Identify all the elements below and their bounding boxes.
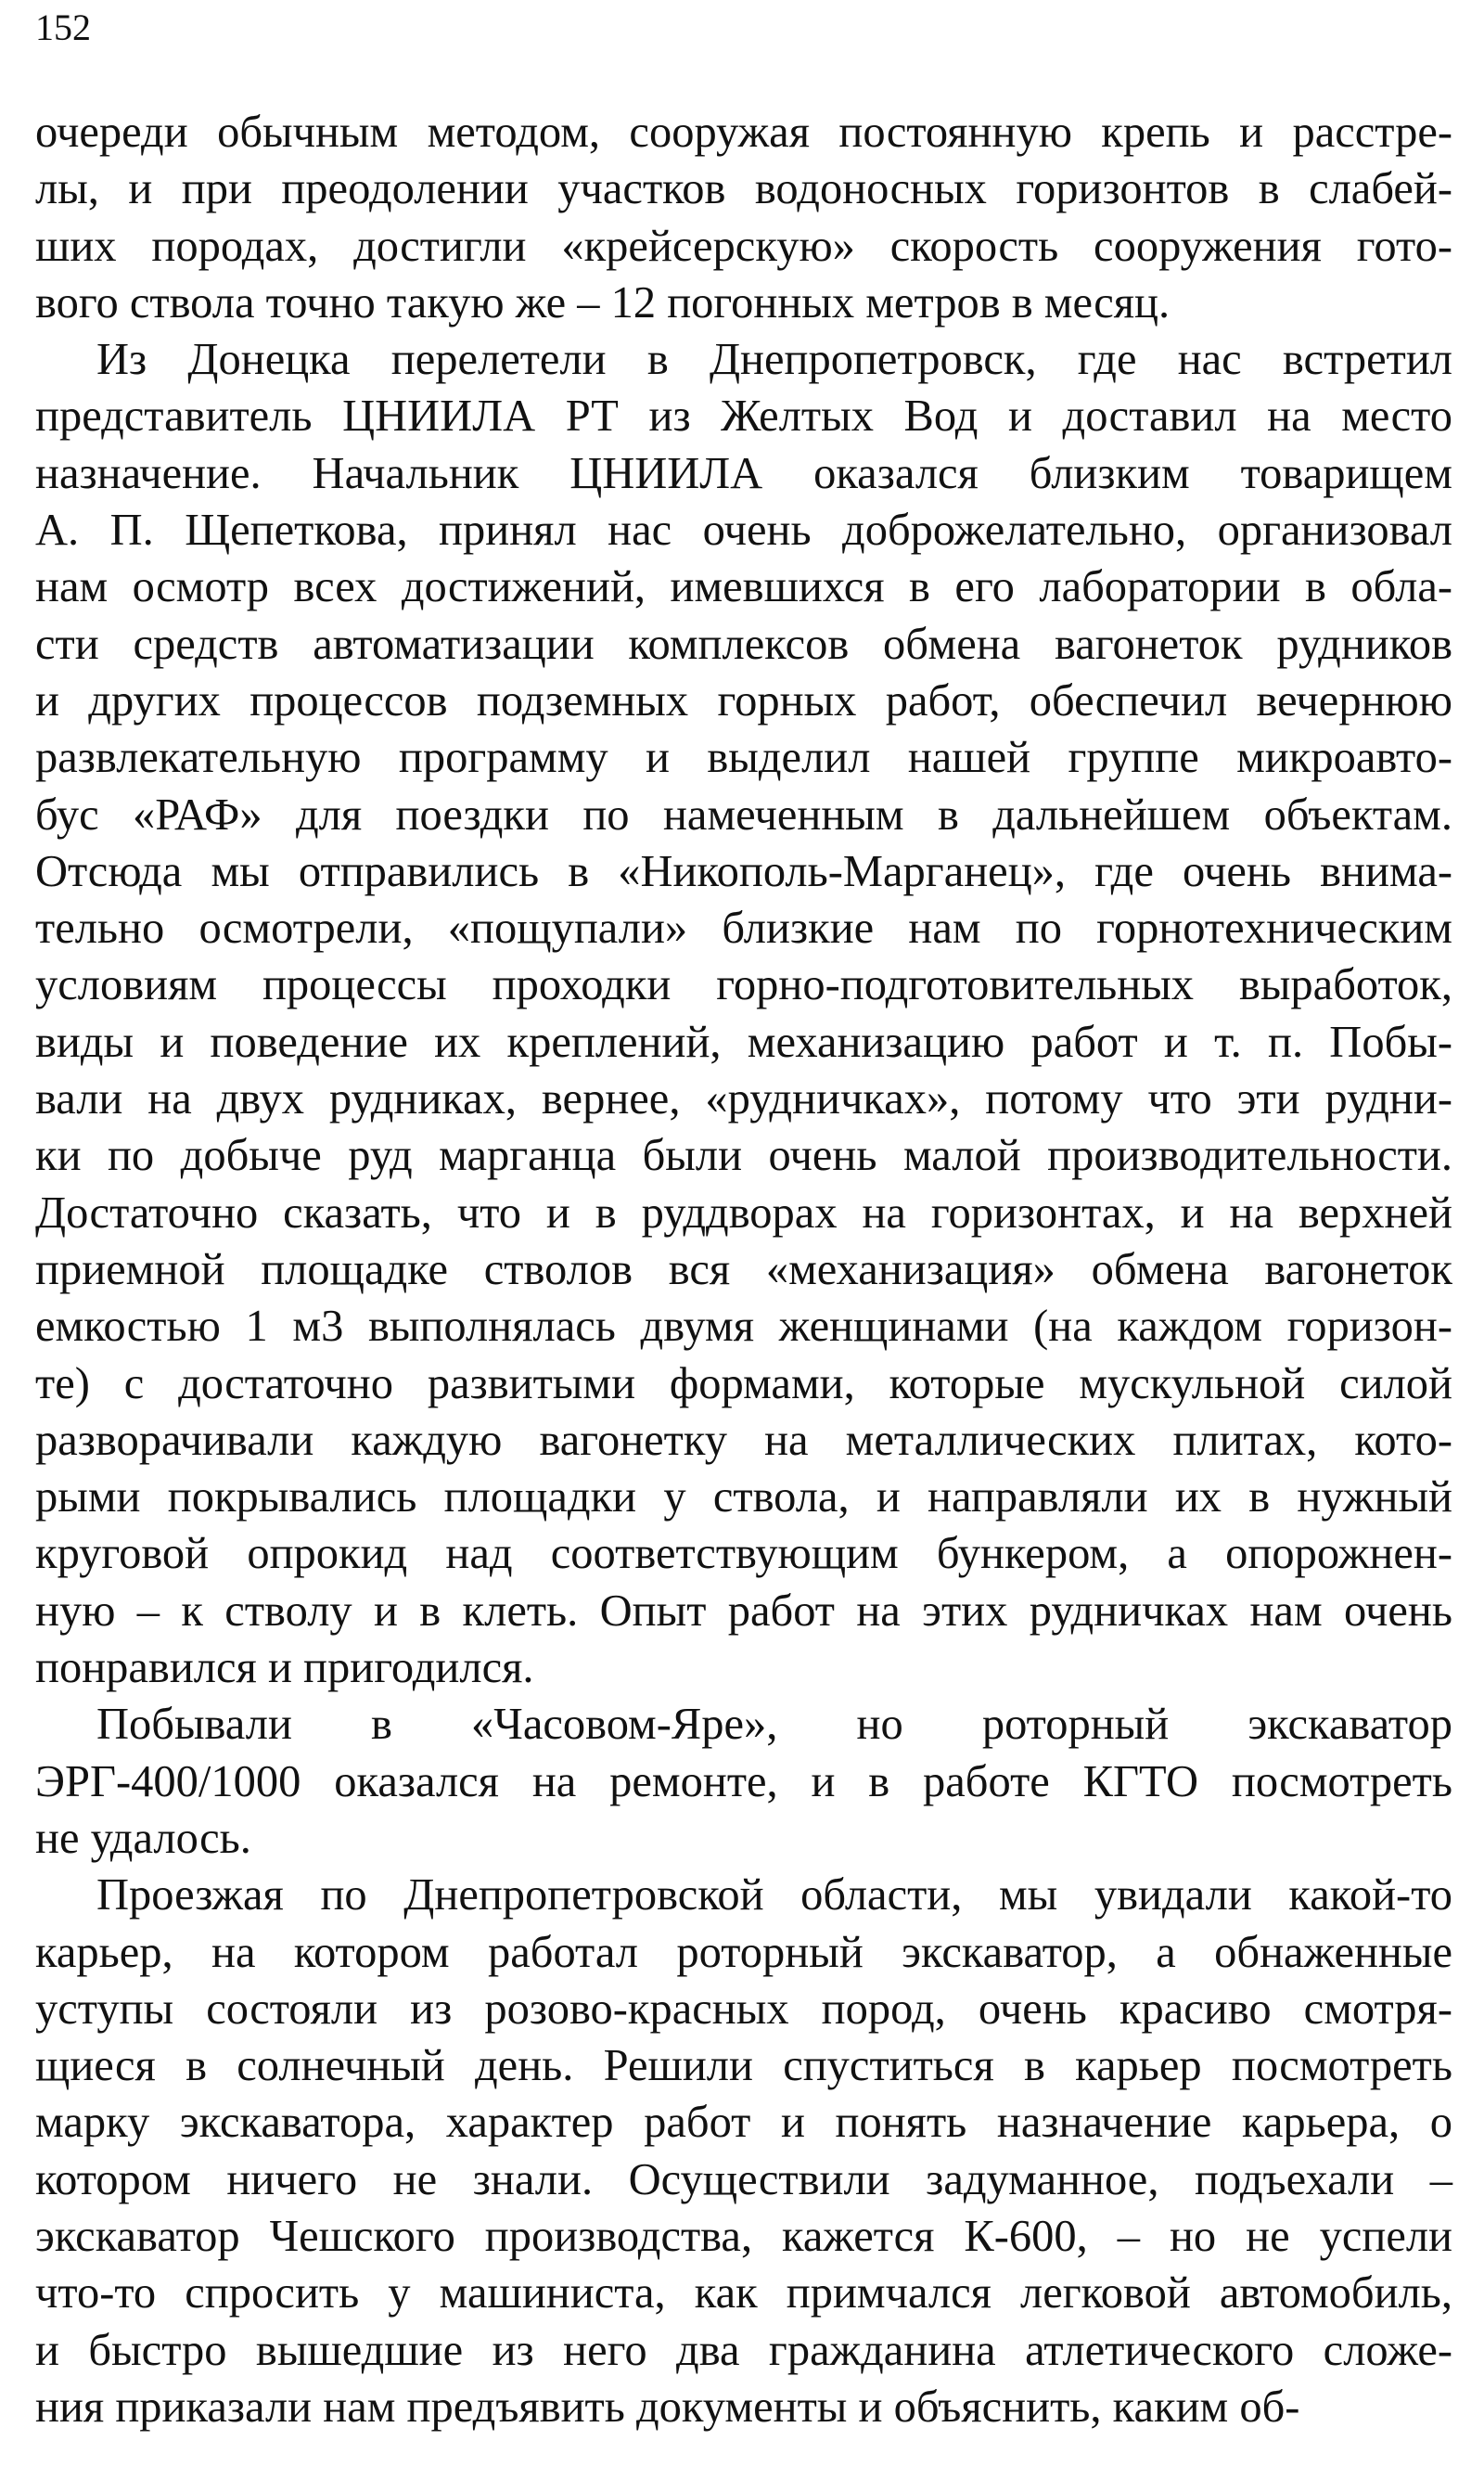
text-line: марку экскаватора, характер работ и понять назначение карьера, о	[35, 2098, 1452, 2148]
text-line: тельно осмотрели, «пощупали» близкие нам по горнотехническим	[35, 904, 1452, 954]
text-line: бус «РАФ» для поездки по намеченным в дальнейшем объектам.	[35, 790, 1452, 840]
text-line: и быстро вышедшие из него два гражданина атлетического сложе-	[35, 2325, 1452, 2375]
text-line: экскаватор Чешского производства, кажется К-600, – но не успели	[35, 2211, 1452, 2261]
page-number: 152	[35, 6, 91, 48]
text-line: Проезжая по Днепропетровской области, мы увидали какой-то	[96, 1870, 1452, 1920]
text-line: котором ничего не знали. Осуществили задуманное, подъехали –	[35, 2154, 1452, 2204]
text-line: щиеся в солнечный день. Решили спуститься в карьер посмотреть	[35, 2041, 1452, 2091]
text-line: вали на двух рудниках, вернее, «рудничках», потому что эти рудни-	[35, 1074, 1452, 1124]
text-line: ки по добыче руд марганца были очень малой производительности.	[35, 1131, 1452, 1181]
text-line: уступы состояли из розово-красных пород, очень красиво смотря-	[35, 1984, 1452, 2034]
text-line: сти средств автоматизации комплексов обмена вагонеток рудников	[35, 619, 1452, 669]
text-line: не удалось.	[35, 1813, 251, 1863]
text-line: лы, и при преодолении участков водоносных горизонтов в слабей-	[35, 164, 1452, 214]
paragraph	[35, 104, 1452, 331]
text-line: Достаточно сказать, что и в руддворах на горизонтах, и на верхней	[35, 1188, 1452, 1238]
text-line: разворачивали каждую вагонетку на металлических плитах, кото-	[35, 1415, 1452, 1465]
text-line: вого ствола точно такую же – 12 погонных метров в месяц.	[35, 277, 1171, 328]
text-line: понравился и пригодился.	[35, 1643, 534, 1693]
text-line: назначение. Начальник ЦНИИЛА оказался близким товарищем	[35, 448, 1452, 498]
text-line: ния приказали нам предъявить документы и объяснить, каким об-	[35, 2382, 1300, 2432]
text-line: те) с достаточно развитыми формами, которые мускульной силой	[35, 1358, 1452, 1408]
text-line: ЭРГ-400/1000 оказался на ремонте, и в работе КГТО посмотреть	[35, 1756, 1452, 1806]
text-line: что-то спросить у машиниста, как примчался легковой автомобиль,	[35, 2268, 1452, 2318]
text-line: рыми покрывались площадки у ствола, и направляли их в нужный	[35, 1472, 1452, 1522]
text-line: представитель ЦНИИЛА РТ из Желтых Вод и доставил на место	[35, 392, 1452, 442]
text-line: очереди обычным методом, сооружая постоянную крепь и расстре-	[35, 108, 1452, 157]
text-line: виды и поведение их креплений, механизацию работ и т. п. Побы-	[35, 1017, 1452, 1067]
text-line: развлекательную программу и выделил нашей группе микроавто-	[35, 733, 1452, 783]
text-line: Побывали в «Часовом-Яре», но роторный экскаватор	[96, 1700, 1452, 1750]
text-line: нам осмотр всех достижений, имевшихся в его лаборатории в обла-	[35, 562, 1452, 612]
body-text	[35, 104, 1452, 2435]
paragraph	[35, 331, 1452, 1696]
text-line: приемной площадке стволов вся «механизация» обмена вагонеток	[35, 1244, 1452, 1294]
text-line: емкостью 1 м3 выполнялась двумя женщинами (на каждом горизон-	[35, 1302, 1452, 1352]
text-line: круговой опрокид над соответствующим бункером, а опорожнен-	[35, 1529, 1452, 1579]
paragraph	[35, 1867, 1452, 2435]
text-line: карьер, на котором работал роторный экскаватор, а обнаженные	[35, 1927, 1452, 1977]
text-line: А. П. Щепеткова, принял нас очень доброжелательно, организовал	[35, 506, 1452, 556]
paragraph	[35, 1696, 1452, 1867]
text-line: условиям процессы проходки горно-подготовительных выработок,	[35, 960, 1452, 1010]
text-line: и других процессов подземных горных работ, обеспечил вечернюю	[35, 675, 1452, 726]
text-line: Из Донецка перелетели в Днепропетровск, где нас встретил	[96, 335, 1452, 385]
text-line: ную – к стволу и в клеть. Опыт работ на этих рудничках нам очень	[35, 1586, 1452, 1636]
text-line: ших породах, достигли «крейсерскую» скорость сооружения гото-	[35, 221, 1452, 271]
text-line: Отсюда мы отправились в «Никополь-Марганец», где очень внима-	[35, 846, 1452, 896]
